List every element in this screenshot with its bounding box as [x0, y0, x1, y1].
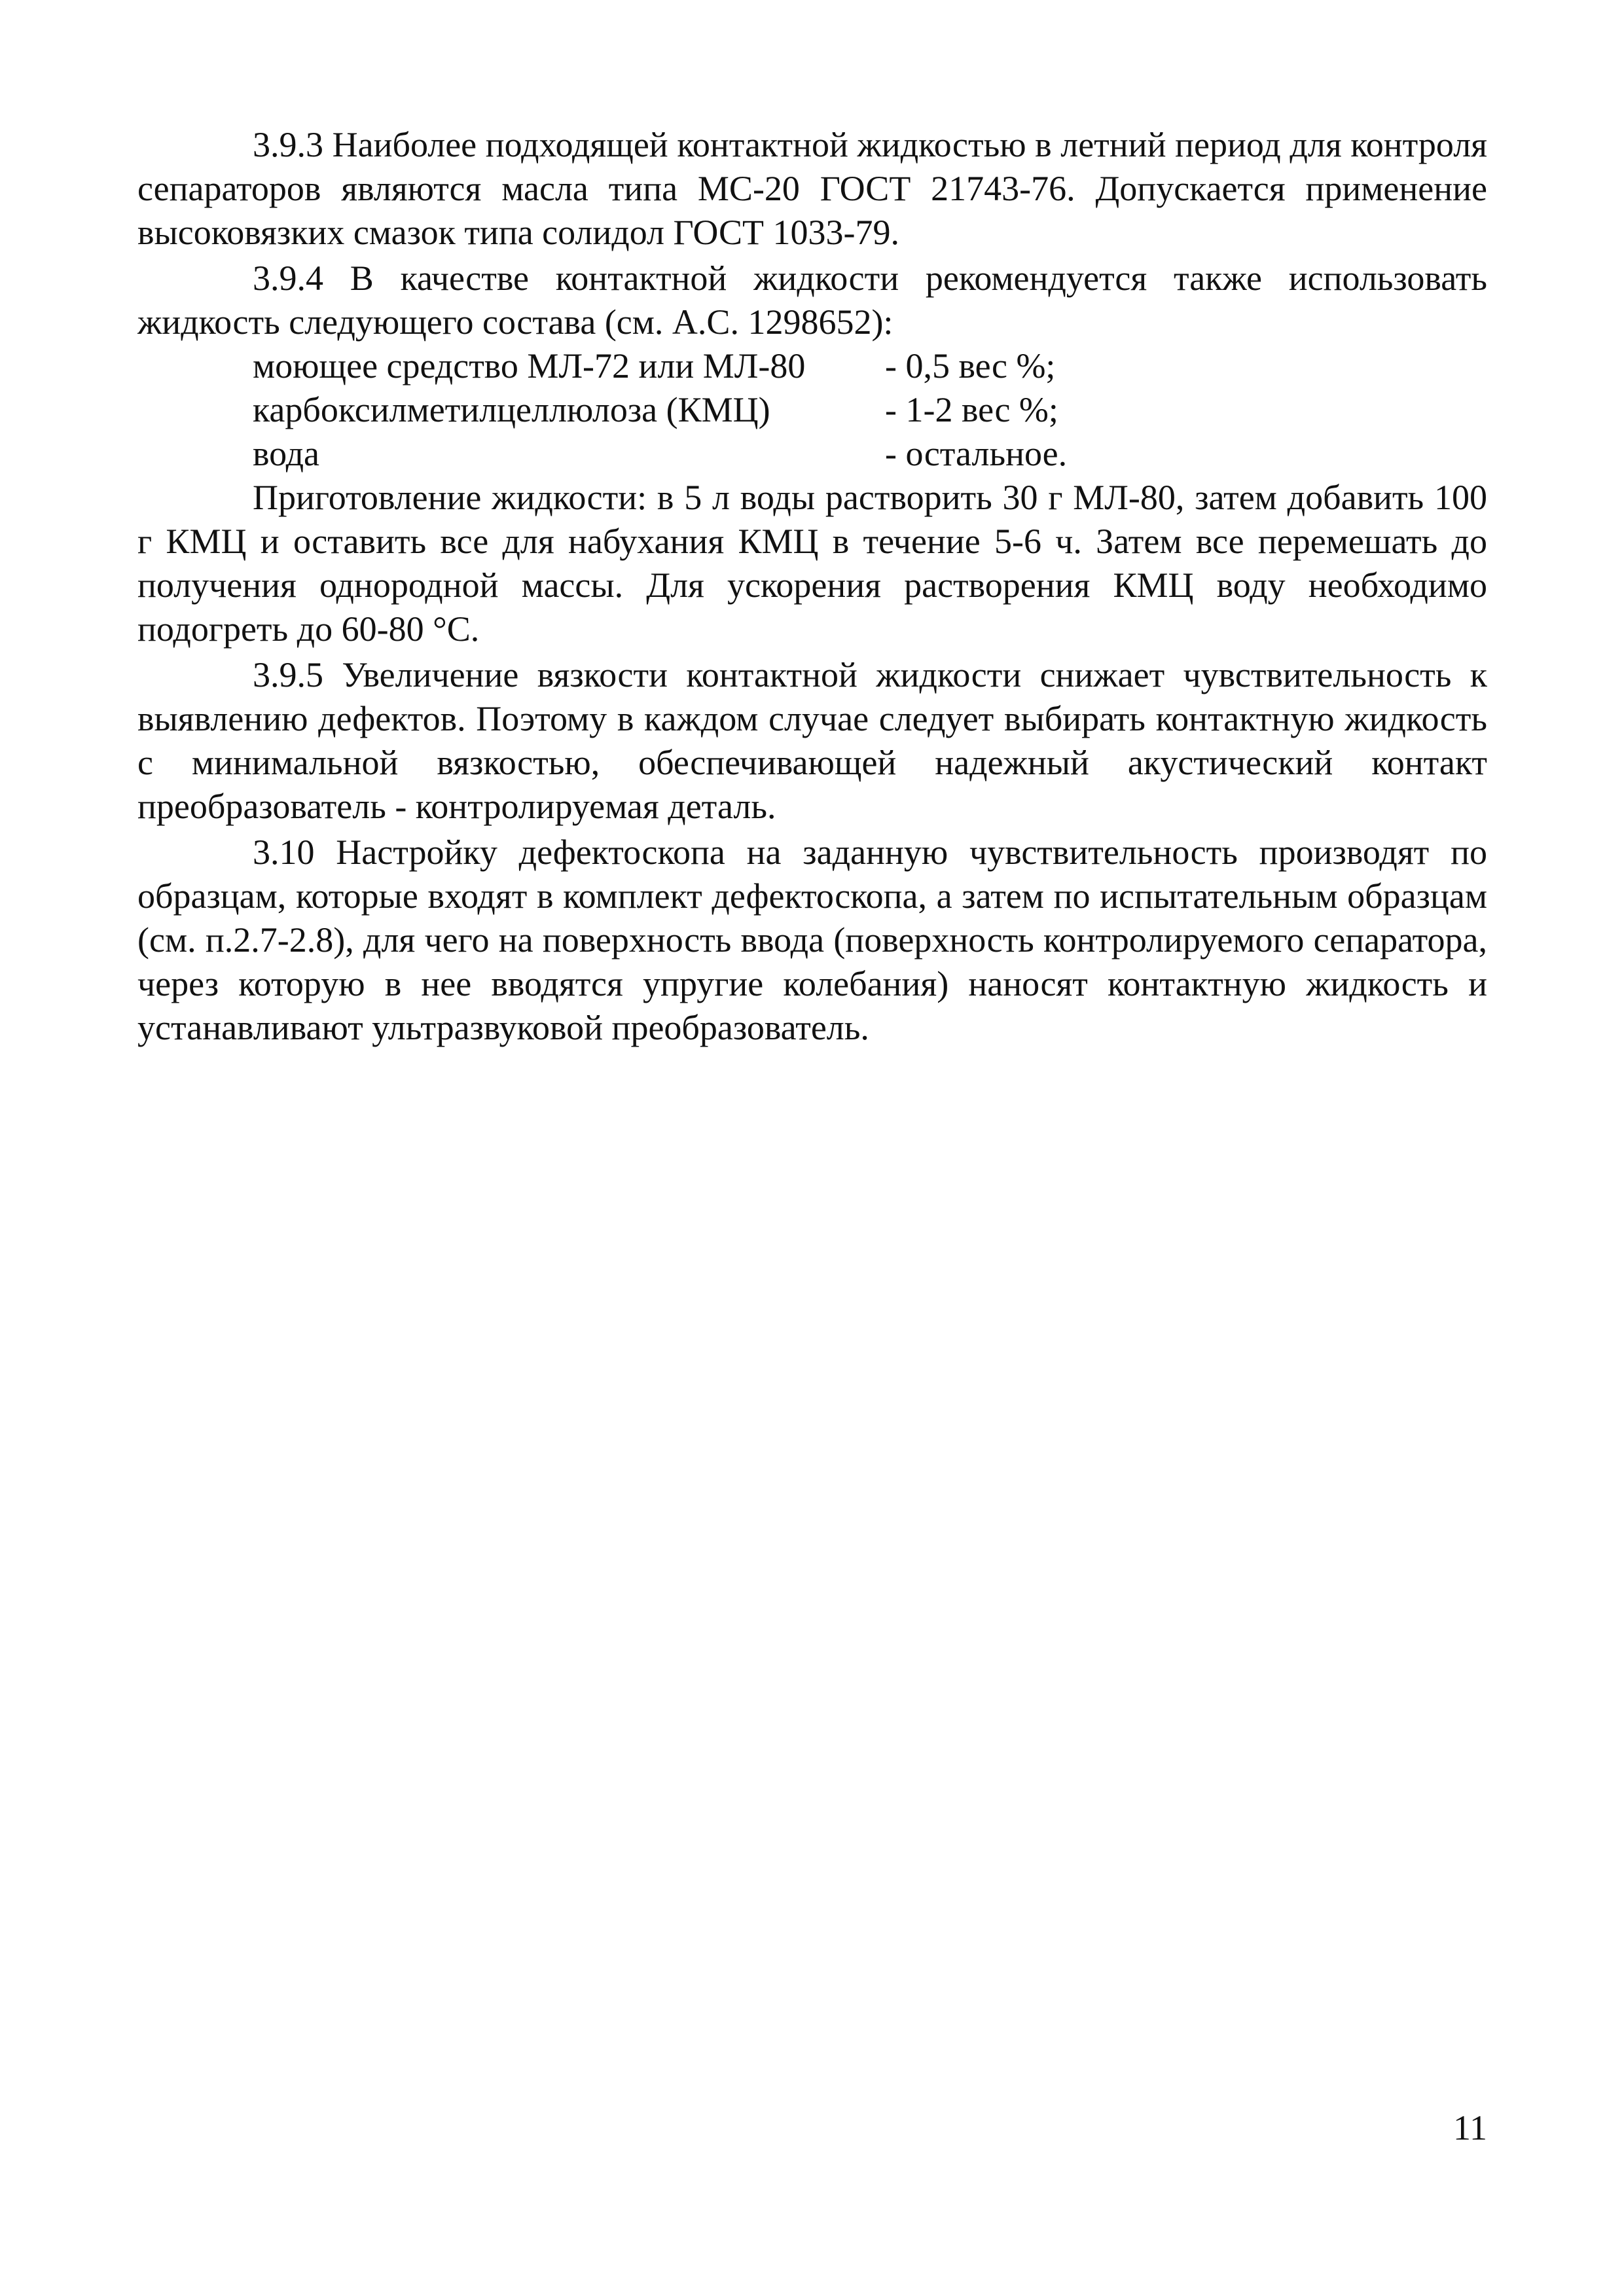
- composition-name: моющее средство МЛ-72 или МЛ-80: [253, 346, 806, 386]
- page-number: 11: [1453, 2108, 1487, 2147]
- composition-amount: - 0,5 вес %;: [885, 346, 1056, 386]
- paragraph-3-9-4: 3.9.4 В качестве контактной жидкости рекомендуется также использовать жидкость следующего состава (см. А.С. 1298652):: [137, 259, 1487, 342]
- composition-row: [253, 432, 1067, 476]
- composition-amount: - 1-2 вес %;: [885, 390, 1058, 429]
- paragraph-3-9-5: 3.9.5 Увеличение вязкости контактной жидкости снижает чувствительность к выявлению дефектов. Поэтому в каждом случае следует выбирать контактную жидкость с минимальной вязкостью, обеспечивающей надежный акустический контакт преобразователь - контролируемая деталь.: [137, 655, 1487, 826]
- composition-name: вода: [253, 434, 320, 473]
- composition-table: [253, 344, 1067, 476]
- page-body: [137, 123, 1487, 1050]
- composition-row: [253, 344, 1067, 388]
- paragraph-3-9-3: 3.9.3 Наиболее подходящей контактной жидкостью в летний период для контроля сепараторов являются масла типа МС-20 ГОСТ 21743-76. Допускается применение высоковязких смазок типа солидол ГОСТ 1033-79.: [137, 125, 1487, 252]
- composition-name: карбоксилметилцеллюлоза (КМЦ): [253, 390, 770, 429]
- paragraph-preparation: Приготовление жидкости: в 5 л воды растворить 30 г МЛ-80, затем добавить 100 г КМЦ и оставить все для набухания КМЦ в течение 5-6 ч. Затем все перемешать до получения однородной массы. Для ускорения растворения КМЦ воду необходимо подогреть до 60-80 °С.: [137, 478, 1487, 649]
- paragraph-3-10: 3.10 Настройку дефектоскопа на заданную чувствительность производят по образцам, которые входят в комплект дефектоскопа, а затем по испытательным образцам (см. п.2.7-2.8), для чего на поверхность ввода (поверхность контролируемого сепаратора, через которую в нее вводятся упругие колебания) наносят контактную жидкость и устанавливают ультразвуковой преобразователь.: [137, 833, 1487, 1047]
- composition-row: [253, 388, 1067, 432]
- composition-amount: - остальное.: [885, 434, 1068, 473]
